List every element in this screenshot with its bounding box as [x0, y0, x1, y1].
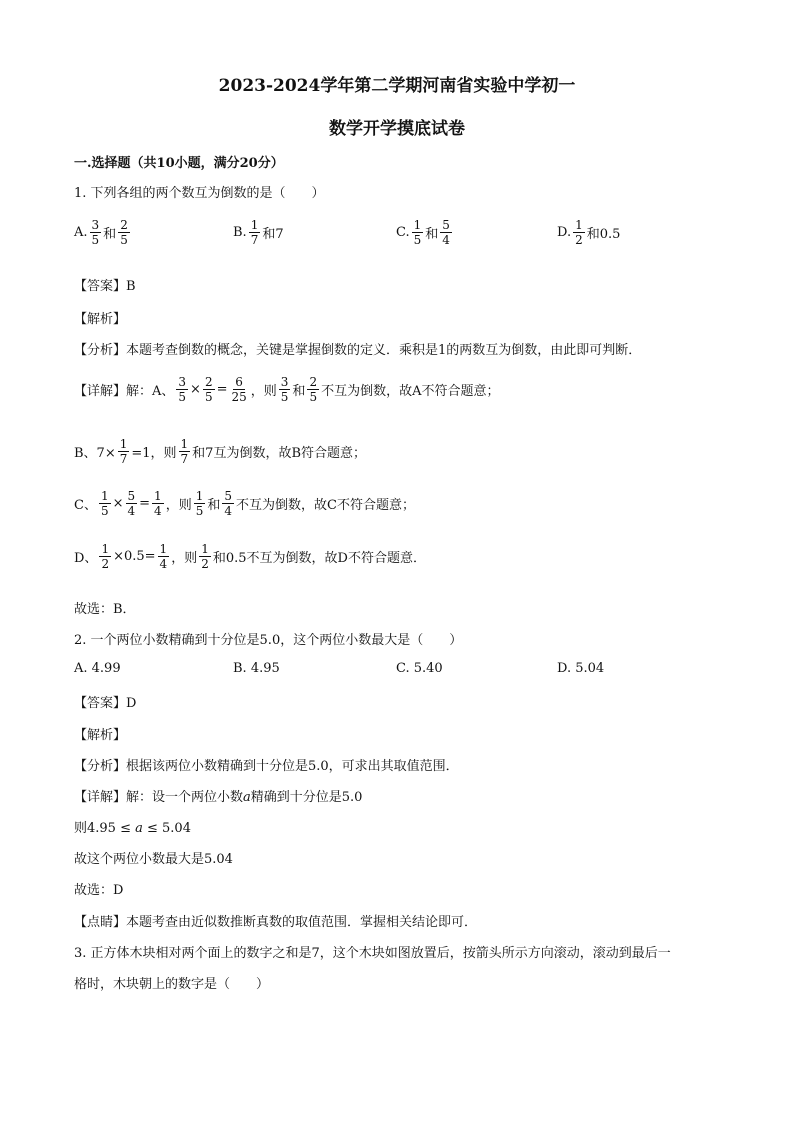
- detail-text: 【详解】解：设一个两位小数: [74, 790, 244, 805]
- fraction: [118, 437, 130, 466]
- detail-text: ，则: [250, 384, 277, 399]
- fraction: [229, 375, 248, 404]
- q2-option-a: A. 4.99: [74, 661, 121, 676]
- denominator: 5: [120, 233, 128, 247]
- q3-stem-line1: 3. 正方体木块相对两个面上的数字之和是7，这个木块如图放置后，按箭头所示方向滚动，滚动到最后一: [74, 946, 671, 961]
- numerator: 6: [235, 375, 243, 389]
- detail-text: 和: [292, 384, 306, 399]
- denominator: 7: [250, 233, 259, 247]
- operator: =: [139, 496, 151, 511]
- numerator: 1: [575, 218, 583, 232]
- fraction: [158, 542, 170, 571]
- detail-text: 和7互为倒数，故B符合题意；: [192, 446, 366, 461]
- detail-text: 和0.5不互为倒数，故D不符合题意．: [212, 551, 426, 566]
- q1-analysis-heading: 【解析】: [74, 312, 127, 327]
- fraction: [152, 489, 164, 518]
- denominator: 2: [101, 557, 110, 571]
- denominator: 7: [180, 452, 189, 466]
- q1-detail-b: [74, 437, 366, 466]
- detail-text: ≤ 5.04: [142, 821, 191, 836]
- numerator: 2: [204, 375, 213, 389]
- q2-analysis-heading: 【解析】: [74, 728, 127, 743]
- page-subtitle: 数学开学摸底试卷: [329, 119, 465, 139]
- numerator: 2: [120, 218, 128, 232]
- option-text: 和7: [262, 227, 284, 242]
- numerator: 1: [250, 218, 259, 232]
- fraction: [203, 375, 215, 404]
- numerator: 3: [280, 375, 289, 389]
- numerator: 1: [180, 437, 189, 451]
- fraction: [279, 375, 291, 404]
- q1-option-c: [396, 218, 454, 247]
- numerator: 3: [178, 375, 187, 389]
- denominator: 25: [231, 390, 247, 404]
- denominator: 5: [413, 233, 422, 247]
- numerator: 5: [442, 218, 450, 232]
- denominator: 5: [309, 390, 318, 404]
- denominator: 4: [224, 504, 232, 518]
- numerator: 1: [101, 542, 110, 556]
- denominator: 2: [575, 233, 583, 247]
- q2-option-c: C. 5.40: [396, 661, 443, 676]
- q1-analysis-fenxi: 【分析】本题考查倒数的概念，关键是掌握倒数的定义．乘积是1的两数互为倒数，由此即可判断．: [74, 343, 642, 358]
- q1-detail-c: [74, 489, 415, 518]
- denominator: 5: [280, 390, 289, 404]
- option-label: B.: [233, 225, 247, 240]
- numerator: 2: [309, 375, 318, 389]
- fraction: [440, 218, 452, 247]
- q2-conclusion: 故选：D: [74, 883, 124, 898]
- q1-answer: 【答案】B: [74, 279, 136, 294]
- q2-option-d: D. 5.04: [557, 661, 605, 676]
- detail-text: D、: [74, 551, 98, 566]
- fraction: [176, 375, 188, 404]
- q2-stem: 2. 一个两位小数精确到十分位是5.0，这个两位小数最大是（ ）: [74, 633, 463, 648]
- denominator: 4: [159, 557, 168, 571]
- q1-conclusion: 故选：B．: [74, 602, 136, 617]
- fraction: [199, 542, 211, 571]
- detail-text: =1，则: [131, 446, 177, 461]
- page-title: 2023-2024学年第二学期河南省实验中学初一: [218, 76, 576, 96]
- fraction: [118, 218, 130, 247]
- detail-text: 不互为倒数，故A不符合题意；: [321, 384, 500, 399]
- variable: a: [135, 821, 143, 836]
- operator: ×: [112, 496, 124, 511]
- numerator: 5: [127, 489, 136, 503]
- option-text: 和0.5: [586, 227, 621, 242]
- numerator: 3: [91, 218, 100, 232]
- q2-detail: [74, 786, 362, 805]
- denominator: 4: [127, 504, 136, 518]
- fraction: [222, 489, 234, 518]
- denominator: 4: [154, 504, 162, 518]
- fraction: [194, 489, 206, 518]
- denominator: 5: [204, 390, 213, 404]
- detail-text: 则4.95 ≤: [74, 821, 136, 836]
- fraction: [307, 375, 319, 404]
- option-label: A.: [74, 225, 88, 240]
- fraction: [90, 218, 102, 247]
- denominator: 7: [119, 452, 128, 466]
- q2-range: [74, 817, 191, 836]
- q1-detail-d: [74, 542, 426, 571]
- detail-text: ，则: [165, 498, 192, 513]
- detail-text: C、: [74, 498, 97, 513]
- q1-detail-a: [74, 375, 499, 404]
- fraction: [249, 218, 261, 247]
- option-label: C.: [396, 225, 410, 240]
- detail-text: 和: [207, 498, 221, 513]
- q1-option-d: [557, 218, 620, 247]
- numerator: 5: [224, 489, 232, 503]
- numerator: 1: [119, 437, 128, 451]
- detail-text: 【详解】解：A、: [74, 384, 175, 399]
- fraction: [179, 437, 191, 466]
- variable: a: [243, 790, 251, 805]
- denominator: 4: [442, 233, 450, 247]
- numerator: 1: [195, 489, 204, 503]
- denominator: 2: [201, 557, 209, 571]
- numerator: 1: [413, 218, 422, 232]
- detail-text: B、7×: [74, 446, 116, 461]
- q3-stem-line2: 格时，木块朝上的数字是（ ）: [74, 977, 270, 992]
- fraction: [412, 218, 424, 247]
- numerator: 1: [201, 542, 209, 556]
- fraction: [99, 489, 111, 518]
- fraction: [99, 542, 111, 571]
- denominator: 5: [100, 504, 109, 518]
- option-text: 和: [103, 227, 117, 242]
- detail-text: 精确到十分位是5.0: [250, 790, 363, 805]
- q1-option-a: [74, 218, 132, 247]
- q2-max-line: 故这个两位小数最大是5.04: [74, 852, 233, 867]
- q1-option-b: [233, 218, 284, 247]
- q1-stem: 1. 下列各组的两个数互为倒数的是（ ）: [74, 186, 325, 201]
- denominator: 5: [195, 504, 204, 518]
- q2-answer: 【答案】D: [74, 696, 137, 711]
- q2-analysis-fenxi: 【分析】根据该两位小数精确到十分位是5.0，可求出其取值范围．: [74, 759, 459, 774]
- q2-option-b: B. 4.95: [233, 661, 280, 676]
- operator: ×: [190, 382, 201, 397]
- detail-text: ×0.5=: [113, 549, 156, 564]
- detail-text: 不互为倒数，故C不符合题意；: [236, 498, 415, 513]
- numerator: 1: [159, 542, 168, 556]
- numerator: 1: [100, 489, 109, 503]
- denominator: 5: [91, 233, 100, 247]
- denominator: 5: [178, 390, 187, 404]
- option-label: D.: [557, 225, 572, 240]
- operator: =: [216, 382, 228, 397]
- option-text: 和: [425, 227, 439, 242]
- section-heading: 一.选择题（共10小题，满分20分）: [74, 156, 284, 171]
- fraction: [573, 218, 585, 247]
- fraction: [126, 489, 138, 518]
- numerator: 1: [154, 489, 162, 503]
- q2-dianjing: 【点睛】本题考查由近似数推断真数的取值范围．掌握相关结论即可．: [74, 915, 478, 930]
- detail-text: ，则: [171, 551, 198, 566]
